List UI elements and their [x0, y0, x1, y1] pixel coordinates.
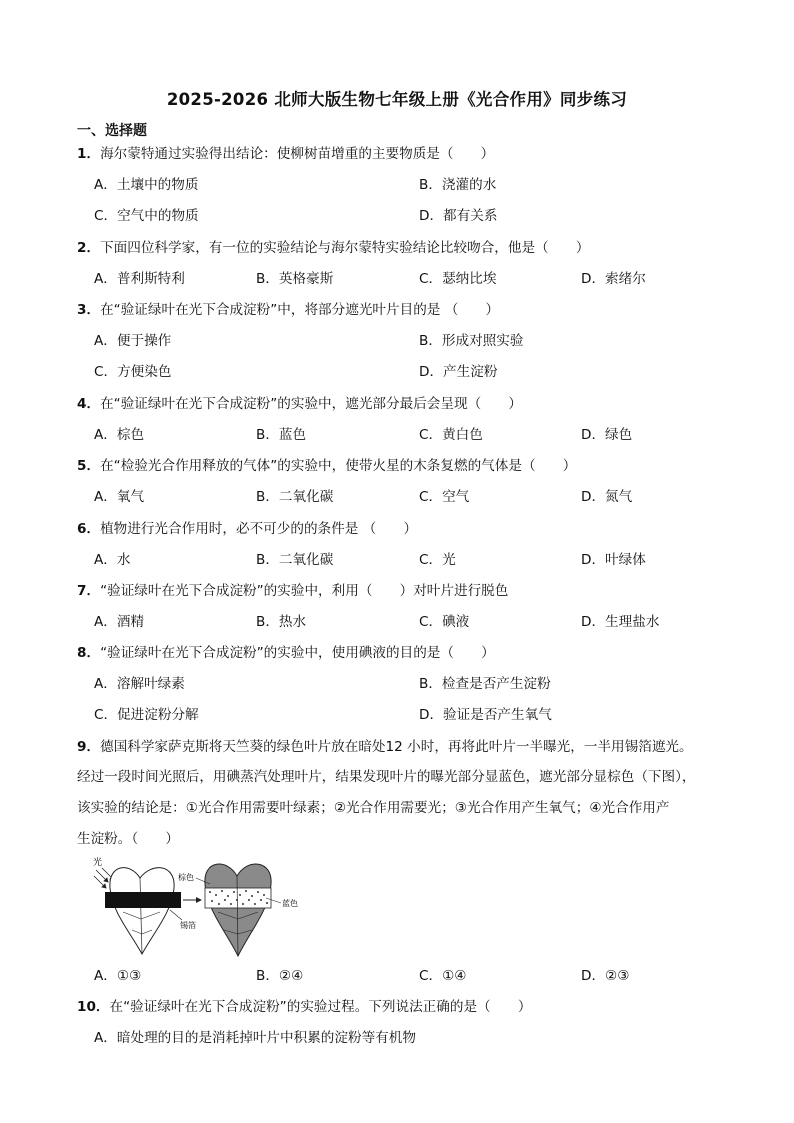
leaf-before-icon: [105, 868, 181, 954]
option-c: C．促进淀粉分解: [94, 707, 199, 723]
option-b: B．二氧化碳: [256, 552, 334, 568]
question-number: 7．: [77, 583, 101, 599]
page-title: 2025-2026 北师大版生物七年级上册《光合作用》同步练习: [166, 90, 628, 109]
option-c: C．方便染色: [94, 364, 172, 380]
question-5: [77, 457, 576, 475]
question-stem: 下面四位科学家，有一位的实验结论与海尔蒙特实验结论比较吻合，他是（ ）: [100, 240, 590, 256]
question-stem: 在“验证绿叶在光下合成淀粉”的实验过程。下列说法正确的是（ ）: [109, 999, 532, 1015]
foil-label: 锡箔: [180, 921, 196, 930]
option-d: D．产生淀粉: [419, 364, 498, 380]
question-3: [77, 301, 499, 319]
question-stem-line3: 该实验的结论是：①光合作用需要叶绿素；②光合作用需要光；③光合作用产生氧气；④光合作用产: [77, 800, 670, 816]
question-stem-line1: 德国科学家萨克斯将天竺葵的绿色叶片放在暗处12 小时，再将此叶片一半曝光，一半用锡箔遮光。: [100, 739, 693, 755]
option-c: C．①④: [419, 968, 467, 984]
question-7: [77, 582, 508, 600]
option-d: D．都有关系: [419, 208, 498, 224]
option-c: C．空气中的物质: [94, 208, 199, 224]
question-8: [77, 644, 495, 662]
option-d: D．叶绿体: [581, 552, 646, 568]
question-number: 2．: [77, 240, 101, 256]
question-number: 4．: [77, 396, 101, 412]
section-heading: 一、选择题: [77, 123, 147, 139]
leaf-experiment-figure: [90, 854, 320, 958]
option-b: B．检查是否产生淀粉: [419, 676, 551, 692]
option-b: B．②④: [256, 968, 304, 984]
arrow-right-icon: [183, 897, 202, 903]
option-a: A．①③: [94, 968, 142, 984]
question-stem: 在“检验光合作用释放的气体”的实验中，使带火星的木条复燃的气体是（ ）: [100, 458, 577, 474]
option-d: D．生理盐水: [581, 614, 660, 630]
option-a: A．氧气: [94, 489, 145, 505]
option-d: D．绿色: [581, 427, 633, 443]
leaf-after-icon: [205, 864, 271, 956]
question-stem: “验证绿叶在光下合成淀粉”的实验中，使用碘液的目的是（ ）: [100, 645, 495, 661]
question-number: 8．: [77, 645, 101, 661]
question-stem-line4: 生淀粉。（ ）: [77, 831, 179, 847]
question-number: 3．: [77, 302, 101, 318]
question-6: [77, 520, 417, 538]
question-stem-line2: 经过一段时间光照后，用碘蒸汽处理叶片，结果发现叶片的曝光部分显蓝色，遮光部分显棕色（下图），: [77, 769, 696, 785]
option-b: B．英格豪斯: [256, 271, 334, 287]
option-c: C．黄白色: [419, 427, 483, 443]
option-b: B．热水: [256, 614, 307, 630]
option-d: D．氮气: [581, 489, 633, 505]
question-stem: “验证绿叶在光下合成淀粉”的实验中，利用（ ）对叶片进行脱色: [100, 583, 509, 599]
option-a: A．棕色: [94, 427, 145, 443]
option-c: C．瑟纳比埃: [419, 271, 497, 287]
option-d: D．验证是否产生氧气: [419, 707, 552, 723]
option-a: A．酒精: [94, 614, 145, 630]
option-a: A．普利斯特利: [94, 271, 185, 287]
option-b: B．浇灌的水: [419, 177, 497, 193]
question-10: [77, 998, 531, 1016]
option-c: C．光: [419, 552, 456, 568]
question-stem: 在“验证绿叶在光下合成淀粉”中，将部分遮光叶片目的是 （ ）: [100, 302, 500, 318]
option-b: B．形成对照实验: [419, 333, 524, 349]
option-a: A．溶解叶绿素: [94, 676, 185, 692]
question-9: [77, 738, 693, 756]
question-number: 10．: [77, 999, 110, 1015]
option-a: A．土壤中的物质: [94, 177, 199, 193]
question-number: 1．: [77, 146, 101, 162]
option-b: B．蓝色: [256, 427, 307, 443]
question-4: [77, 395, 522, 413]
option-c: C．空气: [419, 489, 470, 505]
question-number: 9．: [77, 739, 101, 755]
question-1: [77, 145, 494, 163]
question-number: 5．: [77, 458, 101, 474]
question-number: 6．: [77, 521, 101, 537]
option-c: C．碘液: [419, 614, 470, 630]
option-a: A．暗处理的目的是消耗掉叶片中积累的淀粉等有机物: [94, 1030, 416, 1046]
blue-label: 蓝色: [282, 899, 298, 908]
question-stem: 在“验证绿叶在光下合成淀粉”的实验中，遮光部分最后会呈现（ ）: [100, 396, 522, 412]
option-a: A．水: [94, 552, 131, 568]
option-d: D．②③: [581, 968, 630, 984]
question-stem: 海尔蒙特通过实验得出结论：使柳树苗增重的主要物质是（ ）: [100, 146, 495, 162]
option-a: A．便于操作: [94, 333, 172, 349]
question-stem: 植物进行光合作用时，必不可少的的条件是 （ ）: [100, 521, 418, 537]
question-2: [77, 239, 589, 257]
brown-label: 棕色: [178, 873, 194, 882]
option-d: D．索绪尔: [581, 271, 646, 287]
light-label: 光: [93, 858, 103, 868]
option-b: B．二氧化碳: [256, 489, 334, 505]
foil-strip: [105, 892, 181, 908]
